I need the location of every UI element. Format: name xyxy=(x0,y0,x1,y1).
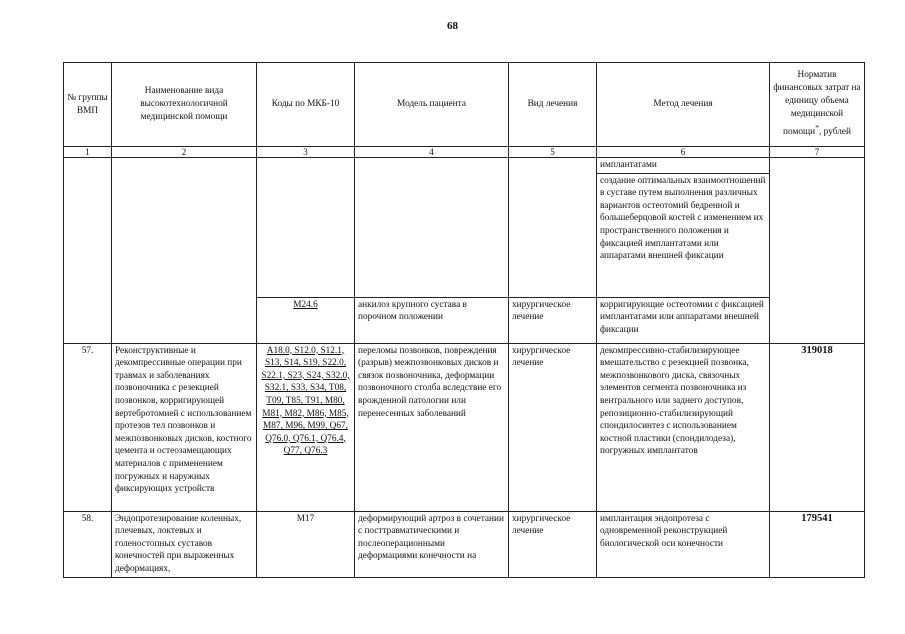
column-number: 5 xyxy=(509,147,597,158)
column-number: 3 xyxy=(257,147,355,158)
cost-value: 319018 xyxy=(770,343,865,511)
cont-codes-empty xyxy=(257,158,355,298)
page-number: 68 xyxy=(447,20,458,32)
patient-model: переломы позвонков, повреждения (разрыв) межпозвонковых дисков и связок позвоночника, деформации позвоночного столба вследствие его врожденной патологии или перенесенных заболеваний xyxy=(355,343,509,511)
cost-value: 179541 xyxy=(770,511,865,577)
cont-model: анкилоз крупного сустава в порочном положении xyxy=(355,297,509,343)
header-icd-codes: Коды по МКБ-10 xyxy=(257,63,355,147)
treatment-type: хирургическое лечение xyxy=(509,343,597,511)
continuation-row-a xyxy=(64,158,865,174)
vmp-table xyxy=(63,62,865,578)
header-group-no: № группы ВМП xyxy=(64,63,112,147)
cont-method-b: создание оптимальных взаимоотношений в суставе путем выполнения различных вариантов остеотомий бедренной и большеберцовой костей с изменением их пространственного положения и фиксацией имплантатами или аппаратами внешней фиксации xyxy=(597,173,770,297)
cont-group-cell xyxy=(64,158,112,344)
column-number-row xyxy=(64,147,865,158)
header-vmp-name: Наименование вида высокотехнологичной медицинской помощи xyxy=(112,63,257,147)
icd-code-list: A18.0, S12.0, S12.1, S13, S14, S19, S22.0, S22.1, S23, S24, S32.0, S32.1, S33, S34, T08, T09, T85, T91, M80, M81, M82, M86, M85, M87, M96, M99, Q67, Q76.0, Q76.1, Q76.4, Q77, Q76.3 xyxy=(261,345,350,457)
cont-treatment: хирургическое лечение xyxy=(509,297,597,343)
icd-codes: M17 xyxy=(257,511,355,577)
header-cost-unit: , рублей xyxy=(819,127,851,138)
treatment-method: декомпрессивно-стабилизирующее вмешательство с резекцией позвонка, межпозвонкового диска, связочных элементов сегмента позвоночника из вентрального или заднего доступов, репозиционно-стабилизирующий спондилосинтез с использованием костной пластики (спондилодеза), погружных имплантатов xyxy=(597,343,770,511)
header-treatment-method: Метод лечения xyxy=(597,63,770,147)
header-treatment-type: Вид лечения xyxy=(509,63,597,147)
cont-cost-cell xyxy=(770,158,865,344)
table-row-58 xyxy=(64,511,865,577)
icd-codes xyxy=(257,343,355,511)
header-cost-footnote-mark: * xyxy=(815,123,820,133)
cont-method-c: корригирующие остеотомии с фиксацией имплантатами или аппаратами внешней фиксации xyxy=(597,297,770,343)
column-number: 6 xyxy=(597,147,770,158)
column-number: 7 xyxy=(770,147,865,158)
column-number: 2 xyxy=(112,147,257,158)
group-number: 58. xyxy=(64,511,112,577)
cont-treatment-empty xyxy=(509,158,597,298)
header-row xyxy=(64,63,865,147)
table-row-57 xyxy=(64,343,865,511)
treatment-type: хирургическое лечение xyxy=(509,511,597,577)
cont-name-cell xyxy=(112,158,257,344)
vmp-name: Реконструктивные и декомпрессивные операции при травмах и заболеваниях позвоночника с резекцией позвонков, корригирующей вертебротомией с использованием протезов тел позвонков и межпозвонковых дисков, костного цемента и остеозамещающих материалов с применением погружных и наружных фиксирующих устройств xyxy=(112,343,257,511)
cont-codes xyxy=(257,297,355,343)
cont-model-empty xyxy=(355,158,509,298)
header-cost-norm xyxy=(770,63,865,147)
icd-code-link: M24.6 xyxy=(293,299,318,310)
cont-method-a: имплантатами xyxy=(597,158,770,174)
vmp-name: Эндопротезирование коленных, плечевых, локтевых и голеностопных суставов конечностей при выраженных деформациях, xyxy=(112,511,257,577)
treatment-method: имплантация эндопротеза с одновременной реконструкцией биологической оси конечности xyxy=(597,511,770,577)
patient-model: деформирующий артроз в сочетании с посттравматическими и послеоперационными деформациями конечности на xyxy=(355,511,509,577)
column-number: 4 xyxy=(355,147,509,158)
header-patient-model: Модель пациента xyxy=(355,63,509,147)
column-number: 1 xyxy=(64,147,112,158)
header-cost-text: Норматив финансовых затрат на единицу объема медицинской помощи xyxy=(773,70,861,138)
group-number: 57. xyxy=(64,343,112,511)
